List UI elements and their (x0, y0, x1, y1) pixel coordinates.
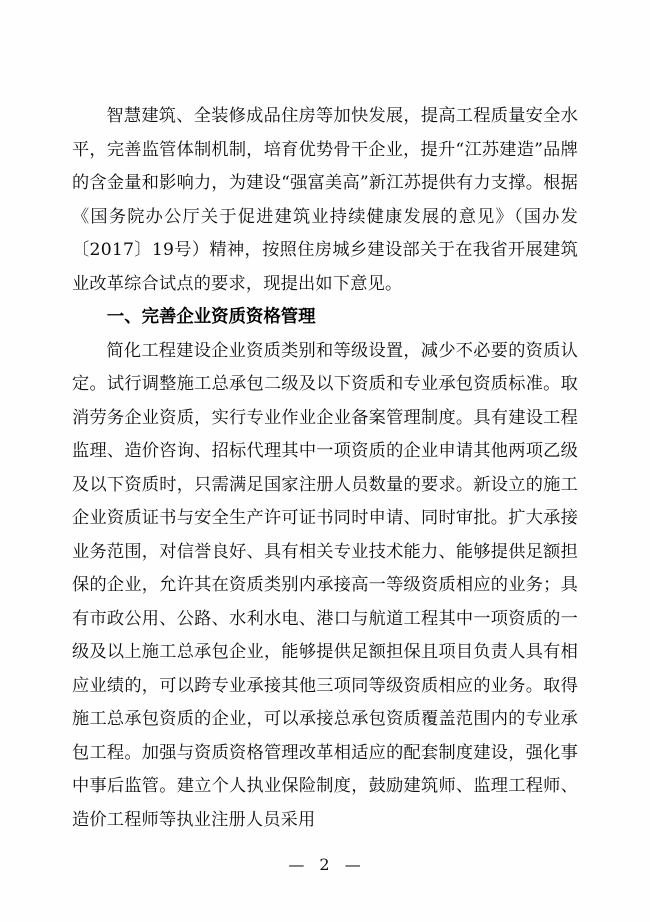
footer-dash-right: — (344, 855, 362, 874)
section-heading: 一、完善企业资质资格管理 (106, 307, 316, 327)
paragraph-body: 智慧建筑、全装修成品住房等加快发展，提高工程质量安全水平，完善监管体制机制，培育优势骨干企业，提升“江苏建造”品牌的含金量和影响力，为建设“强富美高”新江苏提供有力支撑。根据《国务院办公厅关于促进建筑业持续健康发展的意见》（国办发〔2017〕19号）精神，按照住房城乡建设部关于在我省开展建筑业改革综合试点的要求，现提出如下意见。 (72, 106, 578, 294)
page-footer (0, 855, 650, 874)
footer-dash-left: — (288, 855, 306, 874)
paragraph-body: 简化工程建设企业资质类别和等级设置，减少不必要的资质认定。试行调整施工总承包二级及以下资质和专业承包资质标准。取消劳务企业资质，实行专业作业企业备案管理制度。具有建设工程监理、造价咨询、招标代理其中一项资质的企业申请其他两项乙级及以下资质时，只需满足国家注册人员数量的要求。新设立的施工企业资质证书与安全生产许可证书同时申请、同时审批。扩大承接业务范围，对信誉良好、具有相关专业技术能力、能够提供足额担保的企业，允许其在资质类别内承接高一等级资质相应的业务；具有市政公用、公路、水利水电、港口与航道工程其中一项资质的一级及以上施工总承包企业，能够提供足额担保且项目负责人具有相应业绩的，可以跨专业承接其他三项同等级资质相应的业务。取得施工总承包资质的企业，可以承接总承包资质覆盖范围内的专业承包工程。加强与资质资格管理改革相适应的配套制度建设，强化事中事后监管。建立个人执业保险制度，鼓励建筑师、监理工程师、造价工程师等执业注册人员采用 (72, 340, 578, 830)
footer-page-number: 2 (319, 855, 331, 874)
